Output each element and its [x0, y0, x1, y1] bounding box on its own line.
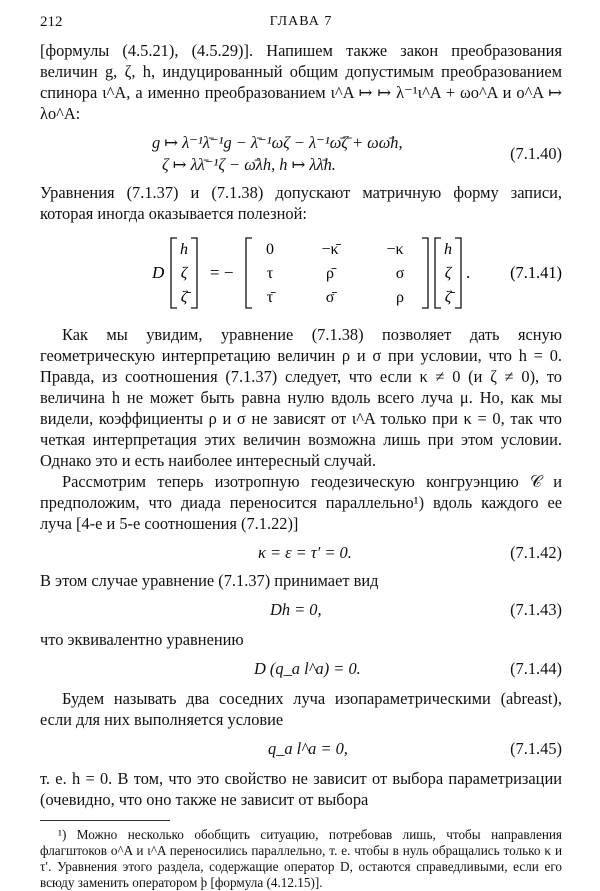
vec-left-1: ζ: [180, 265, 188, 282]
paragraph-4: Рассмотрим теперь изотропную геодезическую конгруэнцию 𝒞 и предположим, что диада переносится параллельно¹) вдоль каждого ее луча [4-е и 5-е соотношения (7.1.22)]: [40, 472, 562, 533]
paragraph-5: В этом случае уравнение (7.1.37) принимает вид: [40, 571, 379, 590]
matrix-equation-svg: [40, 232, 562, 314]
running-header: [40, 14, 562, 40]
page: [40, 14, 562, 891]
matrix-period: .: [466, 263, 471, 282]
paragraph-3: Как мы увидим, уравнение (7.1.38) позволяет дать ясную геометрическую интерпретацию величин ρ и σ при условии, что h = 0. Правда, из соотношения (7.1.37) следует, что если κ ≠ 0 (и ζ ≠ 0), то величина h не может быть равна нулю вдоль всего луча μ. Но, как мы видели, коэффициенты ρ и σ не зависят от ι^A только при κ = 0, так что четкая интерпретация этих величин возможна лишь при этом условии. Однако это и есть наиболее интересный случай.: [40, 325, 562, 470]
vec-right-2: ζ̄: [444, 289, 452, 306]
m-0-1: −κ̄: [321, 241, 339, 258]
equation-7-1-43: [40, 599, 562, 621]
eq-number-7-1-45: (7.1.45): [510, 739, 562, 758]
equation-7-1-41: [40, 232, 562, 314]
equation-7-1-45: [40, 738, 562, 760]
footnote: ¹) Можно несколько обобщить ситуацию, потребовав лишь, чтобы направления флагштоков o^A и ι^A переносились параллельно, т. е. чтобы в нуль обращались только κ и τ′. Уравнения этого раздела, содержащие оператор D, остаются справедливыми, если его всюду заменить оператором þ [формула (4.12.15)].: [40, 827, 562, 890]
operator-d: D: [152, 263, 165, 282]
m-2-0: τ̄: [266, 289, 274, 306]
vec-right-0: h: [444, 241, 452, 258]
m-2-2: ρ: [396, 289, 404, 306]
page-number: 212: [40, 14, 63, 30]
equation-7-1-40: [40, 132, 562, 176]
vec-right-1: ζ: [444, 265, 452, 282]
eq-number-7-1-41: (7.1.41): [510, 263, 562, 282]
m-0-0: 0: [266, 241, 274, 258]
matrix-cells: [266, 241, 405, 306]
chapter-title: ГЛАВА 7: [269, 14, 333, 29]
paragraph-2: Уравнения (7.1.37) и (7.1.38) допускают матричную форму записи, которая иногда оказывается полезной:: [40, 183, 562, 223]
eq-7-1-40-line2: ζ ↦ λλ̄⁻¹ζ − ω̄λh, h ↦ λλ̄h.: [162, 155, 336, 174]
m-2-1: σ̄: [325, 289, 335, 306]
eq-number-7-1-44: (7.1.44): [510, 659, 562, 678]
eq-7-1-42-text: κ = ε = τ′ = 0.: [258, 543, 352, 562]
equation-7-1-42: [40, 542, 562, 564]
footnote-rule: [40, 820, 170, 821]
eq-7-1-40-line1: g ↦ λ⁻¹λ̄⁻¹g − λ̄⁻¹ωζ − λ⁻¹ω̄ζ̄ + ωω̄h,: [152, 133, 403, 152]
eq-7-1-44-text: D (q_a l^a) = 0.: [254, 659, 361, 678]
eq-7-1-45-text: q_a l^a = 0,: [268, 739, 348, 758]
eq-number-7-1-40: (7.1.40): [510, 144, 562, 163]
eq-number-7-1-43: (7.1.43): [510, 600, 562, 619]
m-1-1: ρ̄: [326, 265, 334, 282]
equation-7-1-44: [40, 658, 562, 680]
paragraph-1: [формулы (4.5.21), (4.5.29)]. Напишем также закон преобразования величин g, ζ, h, индуцированный общим допустимым преобразованием спинора ι^A, а именно преобразованием ι^A ↦ ↦ λ⁻¹ι^A + ωo^A и o^A ↦ λo^A:: [40, 41, 562, 123]
equals-minus: = −: [210, 263, 234, 282]
paragraph-7: Будем называть два соседних луча изопараметрическими (abreast), если для них выполняется условие: [40, 689, 562, 729]
m-1-0: τ: [266, 265, 274, 282]
paragraph-8: т. е. h = 0. В том, что это свойство не зависит от выбора параметризации (очевидно, что оно также не зависит от выбора: [40, 769, 562, 809]
m-0-2: −κ: [386, 241, 404, 258]
m-1-2: σ: [395, 265, 405, 282]
paragraph-6: что эквивалентно уравнению: [40, 630, 244, 649]
vec-left-0: h: [180, 241, 188, 258]
eq-number-7-1-42: (7.1.42): [510, 543, 562, 562]
eq-7-1-43-text: Dh = 0,: [270, 600, 322, 619]
vec-left-2: ζ̄: [180, 289, 188, 306]
